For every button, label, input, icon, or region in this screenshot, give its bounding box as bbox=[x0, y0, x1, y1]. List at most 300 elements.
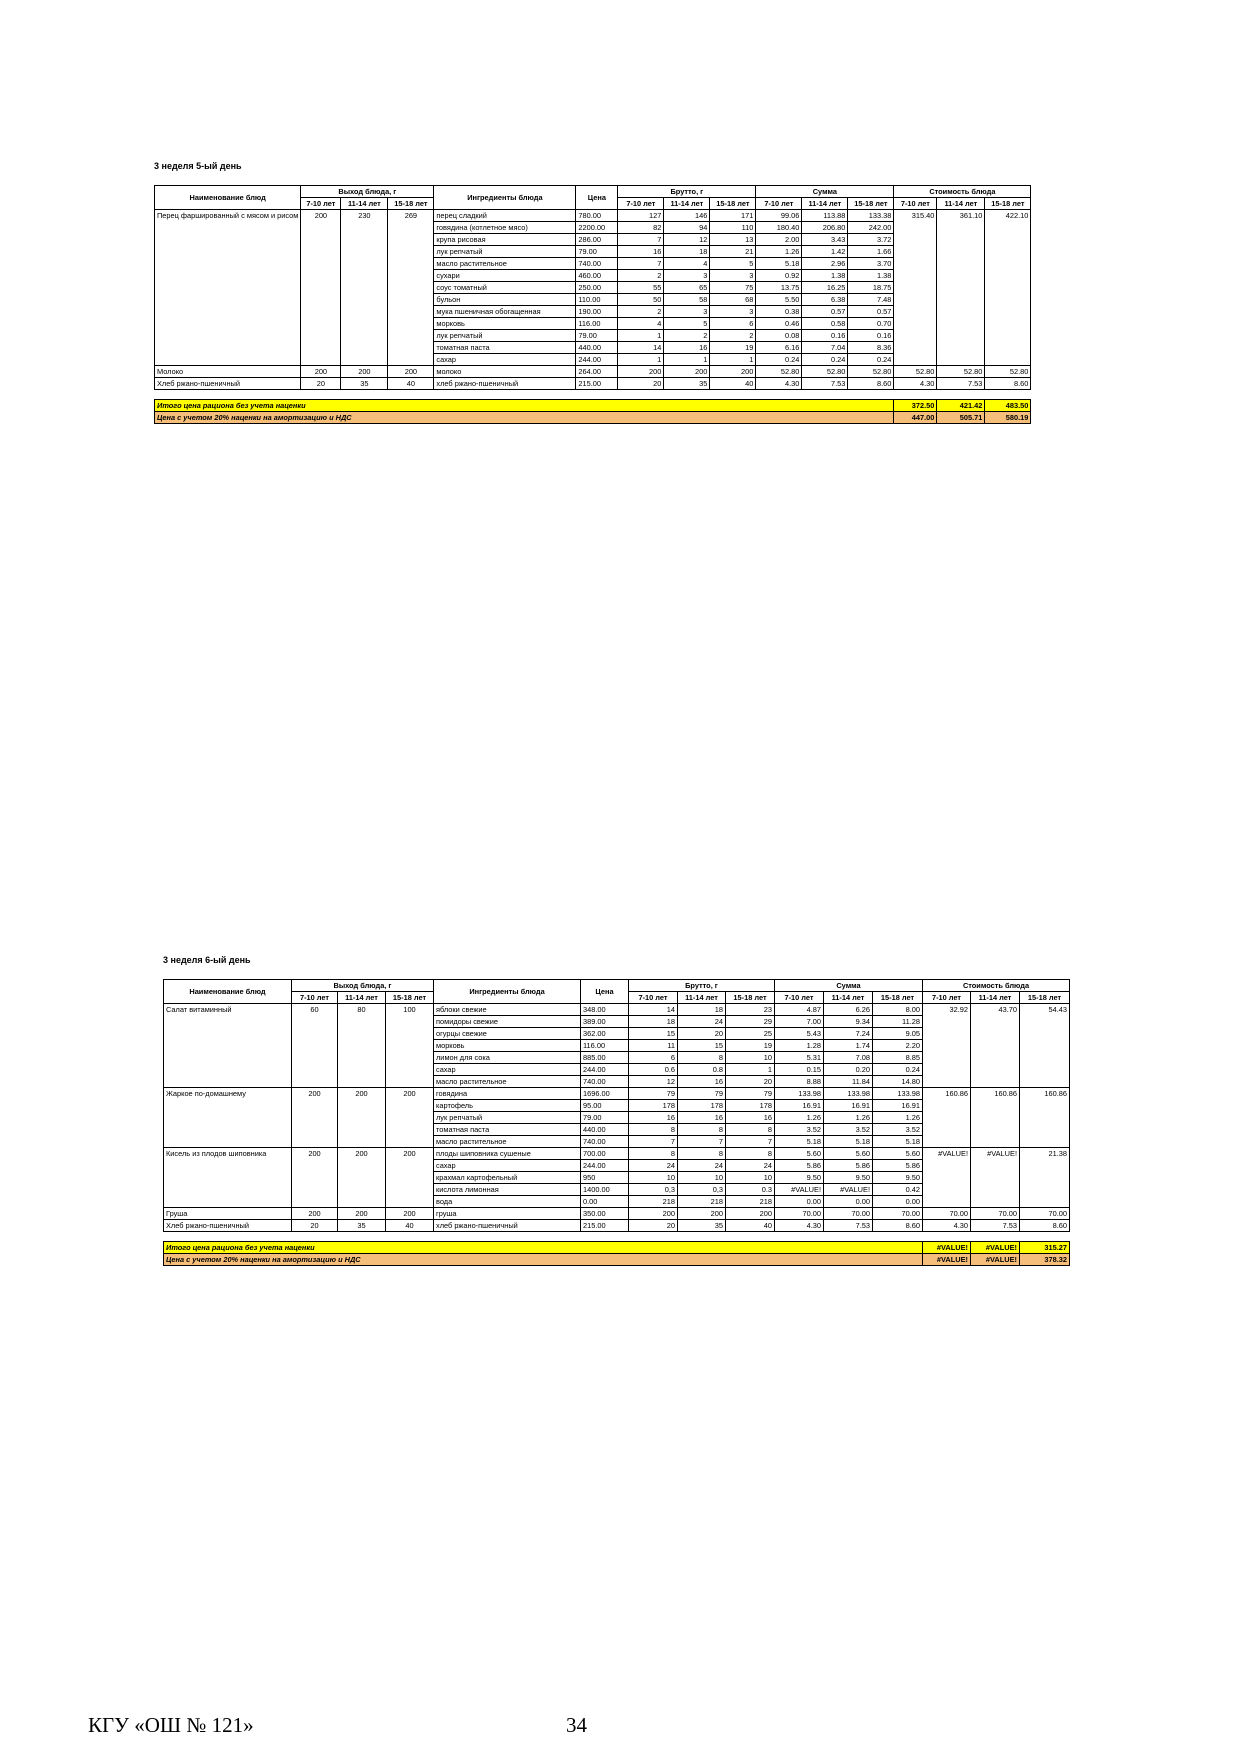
ingredient-sum: 0.24 bbox=[873, 1064, 923, 1076]
ingredient-price: 885.00 bbox=[581, 1052, 629, 1064]
ingredient-price: 215.00 bbox=[576, 378, 618, 390]
markup-label: Цена с учетом 20% наценки на амортизацию и НДС bbox=[155, 412, 894, 424]
ingredient-brutto: 79 bbox=[678, 1088, 726, 1100]
age-header: 7-10 лет bbox=[894, 198, 937, 210]
ingredient-name: сахар bbox=[434, 1160, 581, 1172]
ingredient-price: 215.00 bbox=[581, 1220, 629, 1232]
ingredient-brutto: 40 bbox=[726, 1220, 775, 1232]
ingredient-brutto: 6 bbox=[710, 318, 756, 330]
ingredient-sum: 5.43 bbox=[775, 1028, 824, 1040]
ingredient-brutto: 0,3 bbox=[678, 1184, 726, 1196]
dish-yield: 200 bbox=[292, 1148, 338, 1208]
ingredient-brutto: 200 bbox=[664, 366, 710, 378]
ingredient-sum: 0.38 bbox=[756, 306, 802, 318]
ingredient-price: 79.00 bbox=[576, 246, 618, 258]
ingredient-sum: 1.74 bbox=[824, 1040, 873, 1052]
dish-name: Хлеб ржано-пшеничный bbox=[164, 1220, 292, 1232]
sum-header: Сумма bbox=[775, 980, 923, 992]
dish-yield: 80 bbox=[338, 1004, 386, 1088]
ingredient-brutto: 94 bbox=[664, 222, 710, 234]
ingredient-name: томатная паста bbox=[434, 1124, 581, 1136]
dish-cost: 70.00 bbox=[1020, 1208, 1070, 1220]
ingredient-brutto: 8 bbox=[629, 1148, 678, 1160]
ingredient-brutto: 3 bbox=[664, 270, 710, 282]
ingredient-price: 740.00 bbox=[576, 258, 618, 270]
ingredient-brutto: 10 bbox=[726, 1172, 775, 1184]
dish-yield: 200 bbox=[388, 366, 434, 378]
ingredient-sum: 133.98 bbox=[873, 1088, 923, 1100]
ingredient-brutto: 178 bbox=[726, 1100, 775, 1112]
ingredient-name: бульон bbox=[434, 294, 576, 306]
ingredient-price: 95.00 bbox=[581, 1100, 629, 1112]
markup-value: #VALUE! bbox=[971, 1254, 1020, 1266]
dish-cost: 52.80 bbox=[894, 366, 937, 378]
ingredient-brutto: 20 bbox=[618, 378, 664, 390]
ingredient-brutto: 218 bbox=[629, 1196, 678, 1208]
ingredient-sum: 6.16 bbox=[756, 342, 802, 354]
yield-header: Выход блюда, г bbox=[292, 980, 434, 992]
ingredient-sum: 13.75 bbox=[756, 282, 802, 294]
ingredients-header: Ингредиенты блюда bbox=[434, 186, 576, 210]
ingredient-sum: 9.50 bbox=[775, 1172, 824, 1184]
table-row bbox=[164, 1088, 1070, 1100]
ingredient-price: 740.00 bbox=[581, 1136, 629, 1148]
ingredient-sum: 1.26 bbox=[824, 1112, 873, 1124]
ingredient-brutto: 21 bbox=[710, 246, 756, 258]
ingredient-sum: 6.38 bbox=[802, 294, 848, 306]
ingredient-brutto: 7 bbox=[726, 1136, 775, 1148]
ingredient-sum: #VALUE! bbox=[775, 1184, 824, 1196]
dish-yield: 230 bbox=[341, 210, 388, 366]
dish-yield: 200 bbox=[338, 1148, 386, 1208]
dish-cost: 7.53 bbox=[971, 1220, 1020, 1232]
ingredient-sum: 8.00 bbox=[873, 1004, 923, 1016]
ingredient-brutto: 19 bbox=[710, 342, 756, 354]
ingredient-sum: 8.36 bbox=[848, 342, 894, 354]
dish-cost: 43.70 bbox=[971, 1004, 1020, 1088]
ingredient-sum: 5.60 bbox=[873, 1148, 923, 1160]
dish-yield: 60 bbox=[292, 1004, 338, 1088]
ingredient-sum: 3.52 bbox=[824, 1124, 873, 1136]
cost-header: Стоимость блюда bbox=[923, 980, 1070, 992]
ingredient-brutto: 75 bbox=[710, 282, 756, 294]
ingredient-sum: 52.80 bbox=[848, 366, 894, 378]
ingredient-sum: 6.26 bbox=[824, 1004, 873, 1016]
dish-cost: #VALUE! bbox=[923, 1148, 971, 1208]
ingredient-brutto: 55 bbox=[618, 282, 664, 294]
ingredient-sum: #VALUE! bbox=[824, 1184, 873, 1196]
ingredient-brutto: 15 bbox=[629, 1028, 678, 1040]
ingredient-sum: 5.86 bbox=[873, 1160, 923, 1172]
ingredient-brutto: 200 bbox=[678, 1208, 726, 1220]
ingredient-sum: 5.18 bbox=[756, 258, 802, 270]
ingredient-sum: 0.24 bbox=[756, 354, 802, 366]
ingredient-brutto: 12 bbox=[629, 1076, 678, 1088]
dish-cost: 8.60 bbox=[985, 378, 1031, 390]
age-header: 11-14 лет bbox=[341, 198, 388, 210]
dish-cost: 4.30 bbox=[923, 1220, 971, 1232]
markup-value: #VALUE! bbox=[923, 1254, 971, 1266]
table-row bbox=[164, 1148, 1070, 1160]
dish-yield: 200 bbox=[292, 1208, 338, 1220]
ingredient-name: крупа рисовая bbox=[434, 234, 576, 246]
ingredient-brutto: 2 bbox=[664, 330, 710, 342]
ingredient-price: 350.00 bbox=[581, 1208, 629, 1220]
ingredient-sum: 7.53 bbox=[802, 378, 848, 390]
day6-title: 3 неделя 6-ый день bbox=[163, 955, 251, 965]
spacer-row bbox=[164, 1232, 1070, 1242]
ingredient-brutto: 8 bbox=[678, 1124, 726, 1136]
ingredient-sum: 7.48 bbox=[848, 294, 894, 306]
ingredient-price: 286.00 bbox=[576, 234, 618, 246]
ingredient-price: 244.00 bbox=[576, 354, 618, 366]
ingredient-sum: 3.72 bbox=[848, 234, 894, 246]
ingredient-brutto: 0.8 bbox=[678, 1064, 726, 1076]
ingredient-brutto: 10 bbox=[726, 1052, 775, 1064]
ingredient-name: сахар bbox=[434, 354, 576, 366]
ingredient-sum: 113.88 bbox=[802, 210, 848, 222]
age-header: 15-18 лет bbox=[726, 992, 775, 1004]
ingredient-sum: 206.80 bbox=[802, 222, 848, 234]
ingredient-sum: 70.00 bbox=[824, 1208, 873, 1220]
spacer-row bbox=[155, 390, 1031, 400]
total-value: 372.50 bbox=[894, 400, 937, 412]
ingredient-name: яблоки свежие bbox=[434, 1004, 581, 1016]
total-value: 483.50 bbox=[985, 400, 1031, 412]
ingredient-brutto: 18 bbox=[664, 246, 710, 258]
footer-organization: КГУ «ОШ № 121» bbox=[88, 1713, 254, 1737]
ingredient-brutto: 10 bbox=[678, 1172, 726, 1184]
ingredient-sum: 14.80 bbox=[873, 1076, 923, 1088]
dish-yield: 200 bbox=[292, 1088, 338, 1148]
dish-header: Наименование блюд bbox=[155, 186, 301, 210]
ingredient-sum: 9.34 bbox=[824, 1016, 873, 1028]
ingredient-sum: 3.43 bbox=[802, 234, 848, 246]
day5-block bbox=[154, 161, 1031, 424]
markup-label: Цена с учетом 20% наценки на амортизацию и НДС bbox=[164, 1254, 923, 1266]
ingredient-brutto: 10 bbox=[629, 1172, 678, 1184]
ingredient-brutto: 29 bbox=[726, 1016, 775, 1028]
table-row bbox=[164, 1220, 1070, 1232]
ingredient-brutto: 13 bbox=[710, 234, 756, 246]
dish-cost: 361.10 bbox=[937, 210, 985, 366]
dish-name: Груша bbox=[164, 1208, 292, 1220]
ingredient-price: 440.00 bbox=[581, 1124, 629, 1136]
ingredient-name: хлеб ржано-пшеничный bbox=[434, 378, 576, 390]
ingredient-price: 2200.00 bbox=[576, 222, 618, 234]
dish-cost: 70.00 bbox=[971, 1208, 1020, 1220]
dish-cost: #VALUE! bbox=[971, 1148, 1020, 1208]
ingredient-price: 116.00 bbox=[581, 1040, 629, 1052]
ingredient-sum: 0.42 bbox=[873, 1184, 923, 1196]
ingredient-sum: 1.26 bbox=[873, 1112, 923, 1124]
ingredient-name: лук репчатый bbox=[434, 1112, 581, 1124]
ingredient-sum: 4.30 bbox=[756, 378, 802, 390]
ingredient-brutto: 1 bbox=[726, 1064, 775, 1076]
dish-cost: 32.92 bbox=[923, 1004, 971, 1088]
ingredient-sum: 70.00 bbox=[775, 1208, 824, 1220]
ingredient-sum: 7.53 bbox=[824, 1220, 873, 1232]
table-row bbox=[155, 366, 1031, 378]
ingredient-price: 0.00 bbox=[581, 1196, 629, 1208]
ingredient-sum: 0.08 bbox=[756, 330, 802, 342]
ingredient-sum: 5.86 bbox=[824, 1160, 873, 1172]
ingredient-sum: 0.16 bbox=[848, 330, 894, 342]
spacer-cell bbox=[164, 1232, 1070, 1242]
ingredient-brutto: 79 bbox=[726, 1088, 775, 1100]
age-header: 7-10 лет bbox=[923, 992, 971, 1004]
age-header: 7-10 лет bbox=[292, 992, 338, 1004]
table-row bbox=[164, 1208, 1070, 1220]
ingredient-price: 250.00 bbox=[576, 282, 618, 294]
dish-cost: 422.10 bbox=[985, 210, 1031, 366]
day5-title: 3 неделя 5-ый день bbox=[154, 161, 242, 171]
ingredient-brutto: 24 bbox=[726, 1160, 775, 1172]
ingredient-name: морковь bbox=[434, 318, 576, 330]
ingredient-name: соус томатный bbox=[434, 282, 576, 294]
dish-cost: 160.86 bbox=[1020, 1088, 1070, 1148]
ingredient-brutto: 171 bbox=[710, 210, 756, 222]
ingredient-sum: 16.91 bbox=[775, 1100, 824, 1112]
dish-yield: 35 bbox=[341, 378, 388, 390]
dish-yield: 200 bbox=[338, 1088, 386, 1148]
ingredient-brutto: 18 bbox=[678, 1004, 726, 1016]
ingredient-brutto: 16 bbox=[664, 342, 710, 354]
ingredient-name: кислота лимонная bbox=[434, 1184, 581, 1196]
total-label: Итого цена рациона без учета наценки bbox=[164, 1242, 923, 1254]
ingredient-brutto: 35 bbox=[664, 378, 710, 390]
dish-cost: 315.40 bbox=[894, 210, 937, 366]
ingredient-name: мука пшеничная обогащенная bbox=[434, 306, 576, 318]
ingredient-sum: 0.00 bbox=[824, 1196, 873, 1208]
dish-yield: 200 bbox=[386, 1208, 434, 1220]
ingredient-sum: 0.24 bbox=[848, 354, 894, 366]
ingredient-brutto: 3 bbox=[710, 306, 756, 318]
cost-header: Стоимость блюда bbox=[894, 186, 1031, 198]
ingredient-brutto: 65 bbox=[664, 282, 710, 294]
dish-name: Хлеб ржано-пшеничный bbox=[155, 378, 301, 390]
ingredient-sum: 0.57 bbox=[848, 306, 894, 318]
ingredient-brutto: 24 bbox=[678, 1160, 726, 1172]
ingredient-brutto: 200 bbox=[710, 366, 756, 378]
dish-name: Перец фаршированный с мясом и рисом bbox=[155, 210, 301, 366]
ingredients-header: Ингредиенты блюда bbox=[434, 980, 581, 1004]
ingredient-brutto: 4 bbox=[618, 318, 664, 330]
total-row bbox=[155, 400, 1031, 412]
ingredient-sum: 0.20 bbox=[824, 1064, 873, 1076]
ingredient-price: 1696.00 bbox=[581, 1088, 629, 1100]
ingredient-brutto: 68 bbox=[710, 294, 756, 306]
dish-name: Салат витаминный bbox=[164, 1004, 292, 1088]
ingredient-price: 79.00 bbox=[581, 1112, 629, 1124]
dish-cost: 160.86 bbox=[971, 1088, 1020, 1148]
ingredient-brutto: 127 bbox=[618, 210, 664, 222]
ingredient-sum: 1.28 bbox=[775, 1040, 824, 1052]
ingredient-sum: 5.18 bbox=[775, 1136, 824, 1148]
dish-yield: 200 bbox=[338, 1208, 386, 1220]
ingredient-sum: 16.25 bbox=[802, 282, 848, 294]
sum-header: Сумма bbox=[756, 186, 894, 198]
ingredient-brutto: 0.3 bbox=[726, 1184, 775, 1196]
dish-yield: 35 bbox=[338, 1220, 386, 1232]
ingredient-sum: 1.66 bbox=[848, 246, 894, 258]
ingredient-sum: 52.80 bbox=[756, 366, 802, 378]
ingredient-brutto: 16 bbox=[678, 1076, 726, 1088]
ingredient-brutto: 200 bbox=[629, 1208, 678, 1220]
total-label: Итого цена рациона без учета наценки bbox=[155, 400, 894, 412]
age-header: 11-14 лет bbox=[971, 992, 1020, 1004]
ingredient-sum: 5.60 bbox=[824, 1148, 873, 1160]
dish-yield: 40 bbox=[386, 1220, 434, 1232]
age-header: 15-18 лет bbox=[1020, 992, 1070, 1004]
table-row bbox=[155, 378, 1031, 390]
ingredient-sum: 180.40 bbox=[756, 222, 802, 234]
ingredient-sum: 5.60 bbox=[775, 1148, 824, 1160]
ingredient-brutto: 16 bbox=[726, 1112, 775, 1124]
dish-yield: 40 bbox=[388, 378, 434, 390]
ingredient-sum: 133.98 bbox=[824, 1088, 873, 1100]
ingredient-sum: 3.52 bbox=[873, 1124, 923, 1136]
ingredient-brutto: 8 bbox=[726, 1124, 775, 1136]
ingredient-brutto: 7 bbox=[618, 258, 664, 270]
ingredient-sum: 2.00 bbox=[756, 234, 802, 246]
ingredient-sum: 1.26 bbox=[756, 246, 802, 258]
ingredient-sum: 9.50 bbox=[873, 1172, 923, 1184]
dish-yield: 200 bbox=[386, 1148, 434, 1208]
ingredient-sum: 9.05 bbox=[873, 1028, 923, 1040]
ingredient-brutto: 5 bbox=[710, 258, 756, 270]
age-header: 15-18 лет bbox=[985, 198, 1031, 210]
total-value: 421.42 bbox=[937, 400, 985, 412]
ingredient-name: хлеб ржано-пшеничный bbox=[434, 1220, 581, 1232]
ingredient-brutto: 5 bbox=[664, 318, 710, 330]
brutto-header: Брутто, г bbox=[629, 980, 775, 992]
dish-cost: 52.80 bbox=[985, 366, 1031, 378]
ingredient-brutto: 14 bbox=[618, 342, 664, 354]
ingredient-sum: 16.91 bbox=[873, 1100, 923, 1112]
ingredient-price: 1400.00 bbox=[581, 1184, 629, 1196]
ingredient-brutto: 7 bbox=[629, 1136, 678, 1148]
ingredient-sum: 0.24 bbox=[802, 354, 848, 366]
ingredient-price: 116.00 bbox=[576, 318, 618, 330]
ingredient-brutto: 35 bbox=[678, 1220, 726, 1232]
ingredient-brutto: 14 bbox=[629, 1004, 678, 1016]
ingredient-brutto: 16 bbox=[618, 246, 664, 258]
total-value: #VALUE! bbox=[923, 1242, 971, 1254]
ingredient-brutto: 12 bbox=[664, 234, 710, 246]
ingredient-name: масло растительное bbox=[434, 258, 576, 270]
day6-menu-table bbox=[163, 979, 1070, 1266]
ingredient-sum: 8.60 bbox=[873, 1220, 923, 1232]
total-row bbox=[164, 1242, 1070, 1254]
age-header: 7-10 лет bbox=[618, 198, 664, 210]
dish-name: Кисель из плодов шиповника bbox=[164, 1148, 292, 1208]
ingredient-brutto: 1 bbox=[618, 330, 664, 342]
ingredient-sum: 1.38 bbox=[802, 270, 848, 282]
spacer-cell bbox=[155, 390, 1031, 400]
ingredient-price: 780.00 bbox=[576, 210, 618, 222]
ingredient-brutto: 4 bbox=[664, 258, 710, 270]
ingredient-price: 110.00 bbox=[576, 294, 618, 306]
ingredient-brutto: 0.6 bbox=[629, 1064, 678, 1076]
ingredient-sum: 0.70 bbox=[848, 318, 894, 330]
ingredient-sum: 3.70 bbox=[848, 258, 894, 270]
ingredient-sum: 11.28 bbox=[873, 1016, 923, 1028]
dish-name: Жаркое по-домашнему bbox=[164, 1088, 292, 1148]
ingredient-price: 244.00 bbox=[581, 1160, 629, 1172]
ingredient-sum: 5.86 bbox=[775, 1160, 824, 1172]
ingredient-sum: 0.15 bbox=[775, 1064, 824, 1076]
markup-value: 378.32 bbox=[1020, 1254, 1070, 1266]
total-value: 315.27 bbox=[1020, 1242, 1070, 1254]
ingredient-name: груша bbox=[434, 1208, 581, 1220]
ingredient-name: сухари bbox=[434, 270, 576, 282]
dish-cost: 4.30 bbox=[894, 378, 937, 390]
markup-value: 447.00 bbox=[894, 412, 937, 424]
dish-header: Наименование блюд bbox=[164, 980, 292, 1004]
ingredient-price: 700.00 bbox=[581, 1148, 629, 1160]
markup-value: 505.71 bbox=[937, 412, 985, 424]
ingredient-sum: 5.18 bbox=[873, 1136, 923, 1148]
ingredient-brutto: 200 bbox=[726, 1208, 775, 1220]
ingredient-brutto: 3 bbox=[710, 270, 756, 282]
ingredient-brutto: 79 bbox=[629, 1088, 678, 1100]
ingredient-sum: 18.75 bbox=[848, 282, 894, 294]
table-row bbox=[155, 210, 1031, 222]
yield-header: Выход блюда, г bbox=[301, 186, 434, 198]
ingredient-brutto: 1 bbox=[664, 354, 710, 366]
header-row bbox=[155, 186, 1031, 198]
ingredient-sum: 7.04 bbox=[802, 342, 848, 354]
ingredient-brutto: 8 bbox=[629, 1124, 678, 1136]
ingredient-brutto: 11 bbox=[629, 1040, 678, 1052]
day6-block bbox=[163, 955, 1070, 1266]
ingredient-brutto: 1 bbox=[710, 354, 756, 366]
dish-cost: 54.43 bbox=[1020, 1004, 1070, 1088]
ingredient-brutto: 1 bbox=[618, 354, 664, 366]
ingredient-sum: 16.91 bbox=[824, 1100, 873, 1112]
ingredient-sum: 133.38 bbox=[848, 210, 894, 222]
dish-cost: 7.53 bbox=[937, 378, 985, 390]
ingredient-brutto: 200 bbox=[618, 366, 664, 378]
ingredient-name: огурцы свежие bbox=[434, 1028, 581, 1040]
dish-yield: 200 bbox=[301, 210, 341, 366]
ingredient-sum: 5.31 bbox=[775, 1052, 824, 1064]
ingredient-name: масло растительное bbox=[434, 1076, 581, 1088]
ingredient-brutto: 8 bbox=[726, 1148, 775, 1160]
ingredient-name: говядина bbox=[434, 1088, 581, 1100]
dish-yield: 20 bbox=[301, 378, 341, 390]
dish-yield: 200 bbox=[301, 366, 341, 378]
ingredient-brutto: 146 bbox=[664, 210, 710, 222]
header-row bbox=[164, 980, 1070, 992]
price-header: Цена bbox=[576, 186, 618, 210]
ingredient-sum: 2.96 bbox=[802, 258, 848, 270]
ingredient-name: крахмал картофельный bbox=[434, 1172, 581, 1184]
ingredient-sum: 0.58 bbox=[802, 318, 848, 330]
ingredient-brutto: 110 bbox=[710, 222, 756, 234]
ingredient-name: перец сладкий bbox=[434, 210, 576, 222]
ingredient-brutto: 50 bbox=[618, 294, 664, 306]
ingredient-sum: 99.06 bbox=[756, 210, 802, 222]
ingredient-sum: 242.00 bbox=[848, 222, 894, 234]
ingredient-brutto: 178 bbox=[629, 1100, 678, 1112]
ingredient-sum: 5.18 bbox=[824, 1136, 873, 1148]
age-header: 7-10 лет bbox=[756, 198, 802, 210]
ingredient-sum: 7.00 bbox=[775, 1016, 824, 1028]
ingredient-price: 264.00 bbox=[576, 366, 618, 378]
dish-name: Молоко bbox=[155, 366, 301, 378]
